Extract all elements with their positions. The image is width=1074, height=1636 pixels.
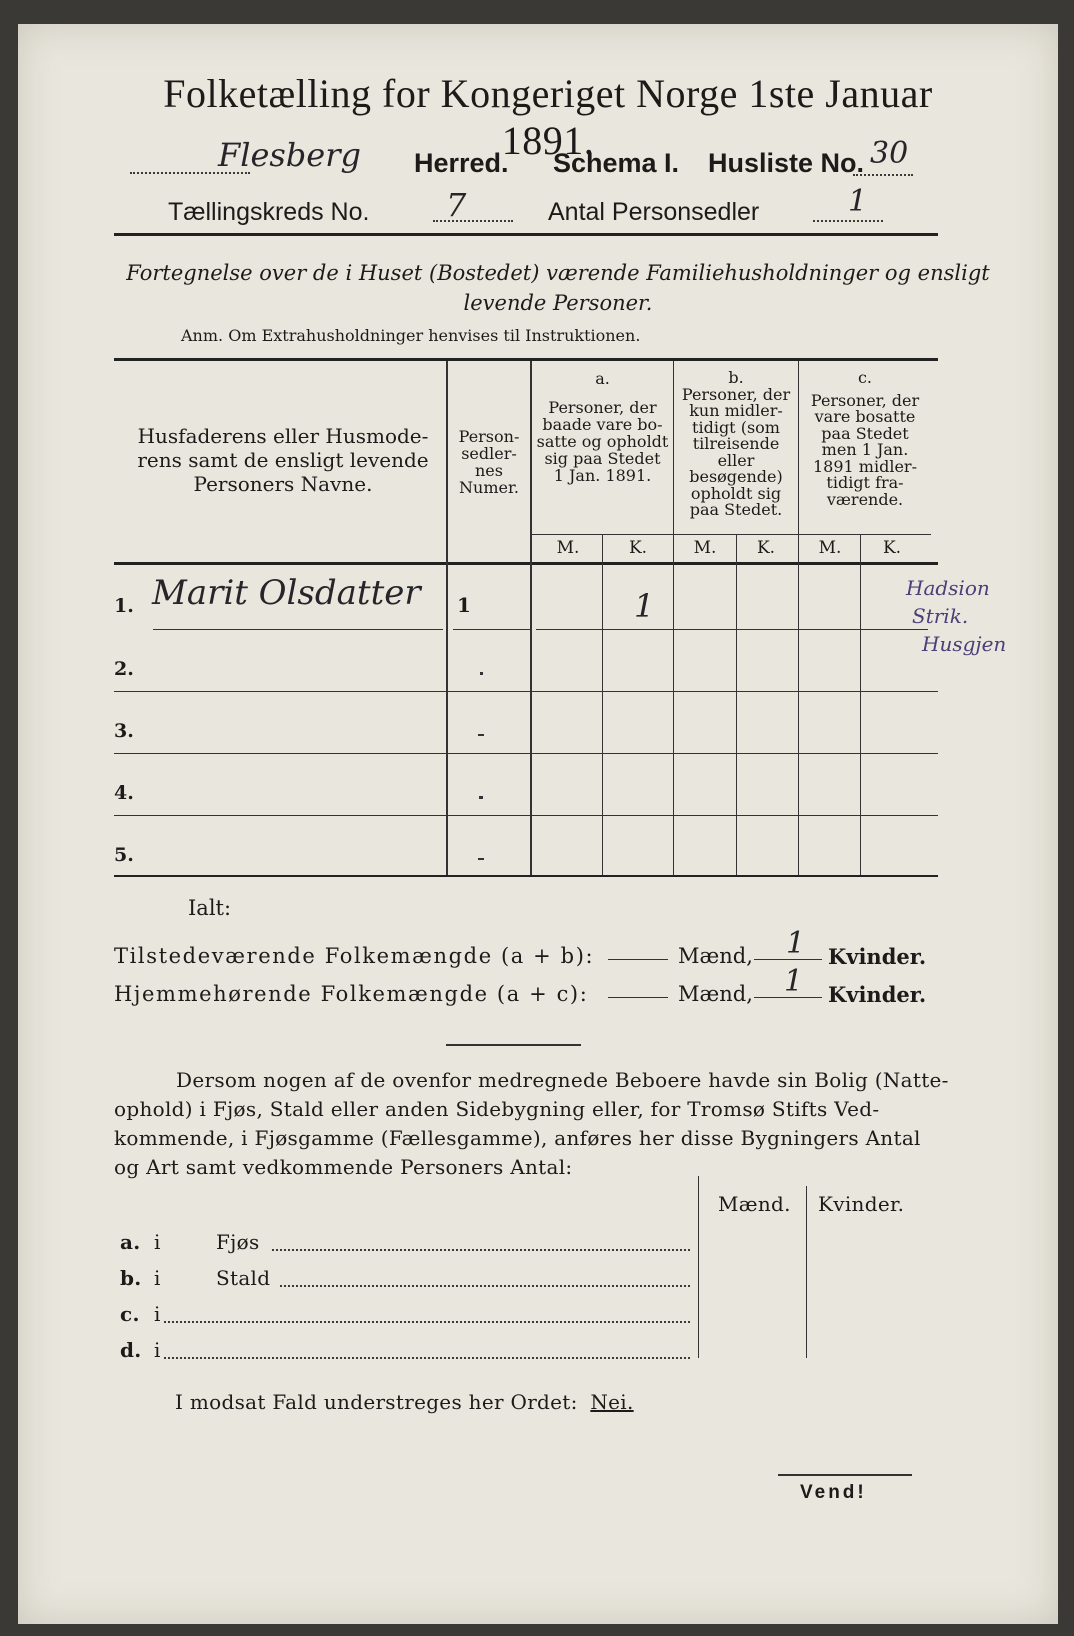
col-header-a (532, 370, 673, 484)
paragraph-line: Dersom nogen af de ovenfor medregnede Beboere havde sin Bolig (Natte- (176, 1068, 949, 1092)
summary-line1-kvinder-word: Kvinder. (828, 944, 927, 969)
summary-line1-kvinder-value: 1 (786, 926, 806, 961)
vend-label: Vend! (800, 1482, 867, 1503)
row-dash (480, 672, 483, 675)
col-name-line: Husfaderens eller Husmode- (137, 424, 429, 448)
outbuilding-prep: i (154, 1266, 161, 1290)
c-m-label: M. (818, 538, 842, 558)
col-c-line: værende. (826, 489, 904, 509)
outbuilding-dotted-line (164, 1357, 690, 1359)
nei-word: Nei. (590, 1390, 634, 1414)
b-k-label: K. (756, 538, 776, 558)
col-c-line: Personer, der (810, 390, 920, 410)
table-bottom-rule (114, 875, 938, 877)
row-underline (153, 629, 443, 630)
col-a-letter: a. (595, 369, 610, 388)
col-header-name (123, 424, 443, 496)
section-divider (446, 1044, 581, 1046)
kreds-label: Tællingskreds No. (168, 198, 370, 226)
summary-line2-kvinder-value: 1 (784, 964, 804, 999)
herred-label: Herred. (414, 148, 509, 178)
summary-line2-maend-word: Mænd, (678, 982, 753, 1006)
outbuilding-row (120, 1332, 700, 1368)
margin-note-line: Strik. (912, 604, 969, 628)
husliste-dotted-line (853, 174, 913, 176)
outbuilding-letter: a. (120, 1230, 141, 1254)
col-b-letter: b. (728, 368, 744, 387)
row-number: 3. (114, 720, 134, 742)
outbuilding-dotted-line (280, 1285, 690, 1287)
margin-note (906, 574, 1006, 658)
outbuildings-divider-2 (806, 1186, 807, 1358)
row-number: 4. (114, 782, 134, 804)
col-c-line: paa Stedet (821, 423, 909, 443)
vend-rule (778, 1474, 912, 1476)
schema-label: Schema I. (553, 148, 680, 178)
outbuilding-row (120, 1296, 700, 1332)
col-c-line: men 1 Jan. (821, 440, 909, 459)
row-dash (478, 858, 484, 860)
col-num-line: sedler- (461, 444, 517, 463)
table-top-rule (114, 358, 938, 361)
outbuilding-prep: i (154, 1338, 161, 1362)
husliste-value: 30 (870, 136, 909, 171)
outbuilding-row (120, 1260, 700, 1296)
col-b-line: paa Stedet. (689, 500, 783, 519)
col-num-line: Person- (458, 427, 520, 446)
col-header-b (674, 370, 798, 519)
outbuildings-col-kvinder: Kvinder. (818, 1192, 905, 1216)
outbuilding-dotted-line (272, 1249, 690, 1251)
kreds-dotted-line (433, 220, 513, 222)
col-a-line: satte og opholdt (536, 432, 669, 451)
b-m-label: M. (693, 538, 717, 558)
summary-line1-label: Tilstedeværende Folkemængde (a + b): (114, 944, 595, 968)
intro-line-2: levende Personer. (463, 291, 653, 315)
outbuilding-prep: i (154, 1302, 161, 1326)
row-a-k-value: 1 (634, 587, 655, 625)
modsat-label: I modsat Fald understreges her Ordet: (175, 1390, 578, 1414)
paragraph-line: og Art samt vedkommende Personers Antal: (114, 1155, 573, 1179)
col-b-line: tidigt (som (692, 417, 780, 437)
modsat-text (175, 1390, 634, 1414)
col-b-line: eller (717, 450, 755, 470)
row-underline (114, 691, 938, 692)
margin-note-line: Husgjen (922, 632, 1007, 656)
summary-line2-kvinder-word: Kvinder. (828, 982, 927, 1007)
col-c-line: vare bosatte (814, 407, 916, 426)
outbuilding-row (120, 1224, 700, 1260)
summary-line2-maend-blank (608, 997, 668, 998)
row-underline (536, 629, 928, 630)
col-num-line: nes (475, 461, 503, 480)
a-k-label: K. (628, 538, 648, 558)
col-a-line: Personer, der (548, 398, 657, 417)
c-k-label: K. (882, 538, 902, 558)
paragraph-line: kommende, i Fjøsgamme (Fællesgamme), anføres her disse Bygningers Antal (114, 1126, 921, 1150)
outbuilding-prep: i (154, 1230, 161, 1254)
antal-value: 1 (848, 184, 868, 219)
row-number: 1. (114, 595, 134, 617)
summary-line1-maend-blank (608, 959, 668, 960)
antal-dotted-line (813, 220, 883, 222)
col-b-line: opholdt sig (690, 483, 782, 503)
col-a-line: baade vare bo- (542, 415, 663, 434)
summary-line2-label: Hjemmehørende Folkemængde (a + c): (114, 982, 589, 1006)
col-num-line: Numer. (459, 478, 519, 497)
mk-subheader-rule (531, 534, 931, 535)
row-sedler-number: 1 (457, 593, 471, 617)
col-name-line: rens samt de ensligt levende (137, 448, 429, 472)
col-b-line: Personer, der (681, 384, 791, 404)
table-row (114, 565, 938, 627)
row-underline (114, 753, 938, 754)
col-c-line: 1891 midler- (813, 456, 917, 476)
col-b-line: besøgende) (689, 467, 783, 486)
row-underline (453, 629, 531, 630)
outbuilding-letter: c. (120, 1302, 140, 1326)
col-b-line: tilreisende (692, 434, 780, 453)
kreds-value: 7 (446, 186, 467, 224)
outbuilding-name: Fjøs (216, 1230, 260, 1254)
a-m-label: M. (556, 538, 580, 558)
outbuildings-rows (120, 1224, 700, 1368)
row-underline (114, 815, 938, 816)
row-name: Marit Olsdatter (152, 573, 421, 613)
anm-note: Anm. Om Extrahusholdninger henvises til Instruktionen. (181, 326, 641, 345)
outbuilding-dotted-line (164, 1321, 690, 1323)
outbuilding-letter: d. (120, 1338, 142, 1362)
col-b-line: kun midler- (689, 401, 783, 420)
ialt-label: Ialt: (188, 896, 232, 920)
outbuildings-paragraph (114, 1066, 974, 1182)
row-number: 2. (114, 658, 134, 680)
col-header-c (799, 370, 931, 508)
col-c-line: tidigt fra- (826, 473, 904, 492)
antal-label: Antal Personsedler (548, 198, 760, 226)
outbuilding-letter: b. (120, 1266, 142, 1290)
husliste-label: Husliste No. (708, 148, 865, 178)
intro-line-1: Fortegnelse over de i Huset (Bostedet) værende Familiehusholdninger og ensligt (126, 261, 990, 285)
outbuilding-name: Stald (216, 1266, 271, 1290)
col-a-line: 1 Jan. 1891. (553, 466, 652, 485)
header-rule (114, 233, 938, 236)
row-dash (478, 734, 484, 736)
row-number: 5. (114, 844, 134, 866)
outbuildings-col-maend: Mænd. (718, 1192, 791, 1216)
census-form-sheet (18, 24, 1058, 1624)
col-a-line: sig paa Stedet (544, 449, 661, 468)
herred-value: Flesberg (218, 136, 361, 174)
paragraph-line: ophold) i Fjøs, Stald eller anden Sidebygning eller, for Tromsø Stifts Ved- (114, 1097, 880, 1121)
row-dash (479, 796, 483, 799)
form-title: Folketælling for Kongeriget Norge 1ste Januar 1891. (163, 71, 933, 163)
summary-line1-maend-word: Mænd, (678, 944, 753, 968)
col-c-letter: c. (857, 368, 873, 387)
col-name-line: Personers Navne. (193, 472, 373, 496)
col-header-num (448, 428, 530, 496)
margin-note-line: Hadsion (906, 576, 990, 600)
